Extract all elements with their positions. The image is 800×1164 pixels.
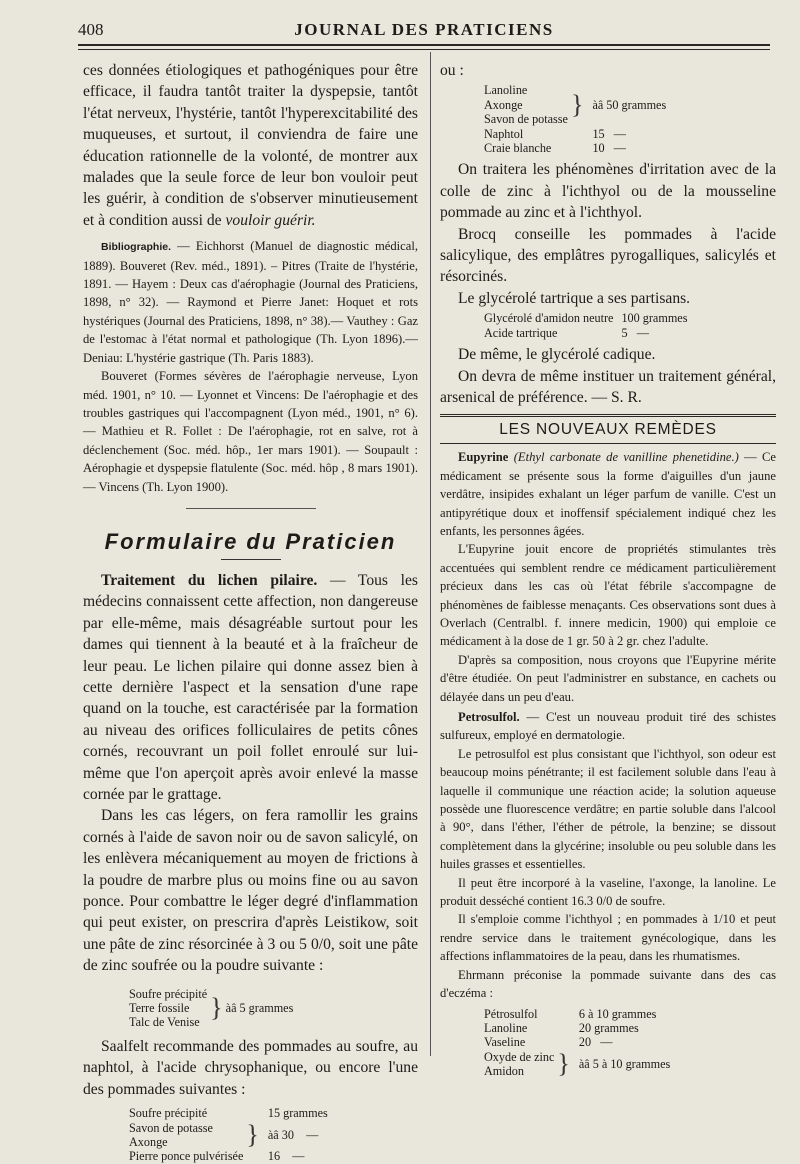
zinc-paragraph: On traitera les phénomènes d'irritation avec de la colle de zinc à l'ichthyol ou de la mousseline pommade au zinc et à l'ichthyol. (440, 161, 776, 222)
lichen-paragraph-2: Dans les cas légers, on fera ramollir les grains cornés à l'aide de savon noir ou de savon salicylé, on les enlèvera mécaniquement au moyen de frictions à la poudre de marbre plus ou moins fine ou au savon ponce. Pour combattre le léger degré d'inflammation qui peut exister, on prescrira d'après Leistikow, soit une pâte de zinc résorcinée à 3 ou 5 0/0, soit une pâte de zinc soufrée ou la poudre suivante : (83, 807, 418, 975)
page-header (78, 18, 770, 40)
title-rule (221, 559, 281, 560)
petrosulfol-paragraph: Petrosulfol. — C'est un nouveau produit tiré des schistes sulfureux, employé en dermatologie. (440, 710, 776, 743)
ou-text: ou : (440, 62, 464, 79)
section-rule (440, 443, 776, 444)
section-double-rule (440, 414, 776, 417)
eupyrine-paragraph-3: D'après sa composition, nous croyons que l'Eupyrine mérite d'être étudiée. On peut l'administrer en substance, en cachets ou délayée dans un peu d'eau. (440, 652, 776, 704)
brace-icon: } (557, 1049, 570, 1079)
brocq-paragraph: Brocq conseille les pommades à l'acide salicylique, des emplâtres pyrogalliques, salicylés et résorcinés. (440, 225, 776, 286)
left-column (83, 60, 418, 1164)
journal-title: JOURNAL DES PRATICIENS (294, 20, 554, 39)
brace-icon: } (246, 1119, 259, 1149)
lichen-title: Traitement du lichen pilaire. (101, 571, 318, 589)
saalfelt-paragraph: Saalfelt recommande des pommades au soufre, au naphtol, à l'acide chrysophanique, ou encore l'une des pommades suivantes : (83, 1037, 418, 1098)
petrosulfol-paragraph-4: Il s'emploie comme l'ichthyol ; en pommades à 1/10 et peut rendre service dans le traitement gynécologique, dans les affections inflammatoires de la peau, dans les rhumatismes. (440, 912, 776, 964)
page-number: 408 (78, 20, 104, 39)
petrosulfol-paragraph-5: Ehrmann préconise la pommade suivante dans des cas d'eczéma : (440, 967, 776, 1001)
prescription-pommade-1: Soufre précipité 15 grammes Savon de potasse } àâ 30 — Axonge Pierre ponce pulvérisée 16 — (129, 1106, 328, 1164)
section-separator (186, 508, 316, 509)
glycerole-paragraph: Le glycérolé tartrique a ses partisans. (458, 289, 691, 307)
bibliography-continued: Bouveret (Formes sévères de l'aérophagie nerveuse, Lyon méd. 1901, n° 10. — Lyonnet et Vincens: De l'aérophagie et des troubles gastriques qui l'accompagnent (Lyon méd., 1901, n° 6). — Mathieu et R. Follet : De l'aérophagie, rot en salve, rot à déclenchement (Soc. méd. hôp., 1er mars 1901). — Soupault : Aérophagie et dyspepsie flatulente (Soc. méd. hôp , 8 mars 1901). — Vincens (Th. Lyon 1900). (83, 369, 418, 494)
petrosulfol-title: Petrosulfol. (458, 710, 520, 724)
brace-icon: } (570, 90, 584, 120)
formulaire-title: Formulaire du Praticien (104, 528, 397, 554)
petrosulfol-paragraph-2: Le petrosulfol est plus consistant que l'ichthyol, son odeur est beaucoup moins pénétrante; il est facilement soluble dans l'eau à laquelle il communique une réaction acide; la solution aqueuse possède une fluorescence verdâtre; en partie soluble dans l'alcool à 90°, dans l'éther, l'éther de pétrole, la benzine; se dissout complètement dans la glycérine; insoluble ou peu soluble dans les huiles grasses et essentielles. (440, 746, 776, 872)
prescription-glycerole: Glycérolé d'amidon neutre 100 grammes Acide tartrique 5 — (484, 311, 688, 340)
lichen-paragraph: Traitement du lichen pilaire. — Tous les médecins connaissent cette affection, non dangereuse par elle-même, mais désagréable surtout pour les dames qui tiennent à la beauté et à la fraîcheur de leur peau. Le lichen pilaire qui donne assez bien à cette dernière l'aspect et la sensation d'une rape quand on la touche, est caractérisée par la formation au niveau des orifices folliculaires de petits cônes cornés, recouvrant un poil follet enroulé sur lui-même que l'on aperçoit après avoir enlevé la masse cornée par le grattage. (83, 571, 418, 803)
prescription-pommade-2: Lanoline } àâ 50 grammes Axonge Savon de potasse Naphtol 15 — Craie blanche 10 — (484, 83, 667, 156)
bibliography-label: Bibliographie. (101, 241, 172, 254)
cadique-paragraph: De même, le glycérolé cadique. (458, 346, 656, 364)
eupyrine-title: Eupyrine (458, 450, 509, 465)
intro-paragraph: ces données étiologiques et pathogéniques pour être efficace, il faudra tantôt traiter la dyspepsie, tantôt l'état nerveux, l'hystérie, tantôt l'hyperexcitabilité des muqueuses, et surtout, il conviendra de faire une éducation rationnelle de la volonté, de montrer aux malades que la seule force de leur bon vouloir peut les guérir, à condition de s'observer minutieusement et à condition aussi de vouloir guérir. (83, 62, 418, 229)
prescription-eczema: Pétrosulfol 6 à 10 grammes Lanoline 20 grammes Vaseline 20 — Oxyde de zinc } àâ 5 à 10 grammes Amidon (484, 1006, 671, 1079)
column-divider (430, 52, 431, 1056)
brace-icon: } (210, 993, 223, 1023)
header-rule (78, 44, 770, 46)
petrosulfol-paragraph-3: Il peut être incorporé à la vaseline, l'axonge, la lanoline. Le produit desséché contient 16.3 0/0 de soufre. (440, 875, 776, 909)
eupyrine-paragraph-2: L'Eupyrine jouit encore de propriétés stimulantes très accentuées qui semblent rendre ce médicament particulièrement précieux dans les cas où l'état fébrile s'accompagne de phénomènes de faiblesse menaçants. Ces observations sont dues à Overlach (Centralbl. f. innere medicin, 1900) qui emploie ce médicament à la dose de 1 gr. 50 à 2 gr. chez l'adulte. (440, 542, 776, 649)
right-column (440, 60, 776, 1079)
bibliography: Bibliographie. — Eichhorst (Manuel de diagnostic médical, 1889). Bouveret (Rev. méd., 1891). – Pitres (Traite de l'hystérie, 1891. — Hayem : Deux cas d'aérophagie (Journal des Praticiens, 1898, n° 32). — Raymond et Pierre Janet: Hoquet et rots hystériques (Journal des Praticiens, 1898, n° 38).— Vauthey : Gaz de l'estomac à l'état normal et pathologique (Th. Lyon 1896).— Deniau: L'hystérie gastrique (Th. Paris 1883). (83, 239, 418, 365)
nouveaux-remedes-title: LES NOUVEAUX REMÈDES (499, 421, 717, 439)
general-treatment-paragraph: On devra de même instituer un traitement général, arsenical de préférence. — S. R. (440, 367, 776, 406)
prescription-powder: Soufre précipité } àâ 5 grammes Terre fossile Talc de Venise (129, 986, 294, 1030)
eupyrine-paragraph: Eupyrine (Ethyl carbonate de vanilline phenetidine.) — Ce médicament se présente sous la forme d'aiguilles d'un jaune verdâtre, insipides exhalant un léger parfum de vanille. C'est un antipyrétique doux et inoffensif spécialement indiqué chez les enfants, les personnes âgées. (440, 450, 776, 538)
header-rule-thin (78, 49, 770, 50)
